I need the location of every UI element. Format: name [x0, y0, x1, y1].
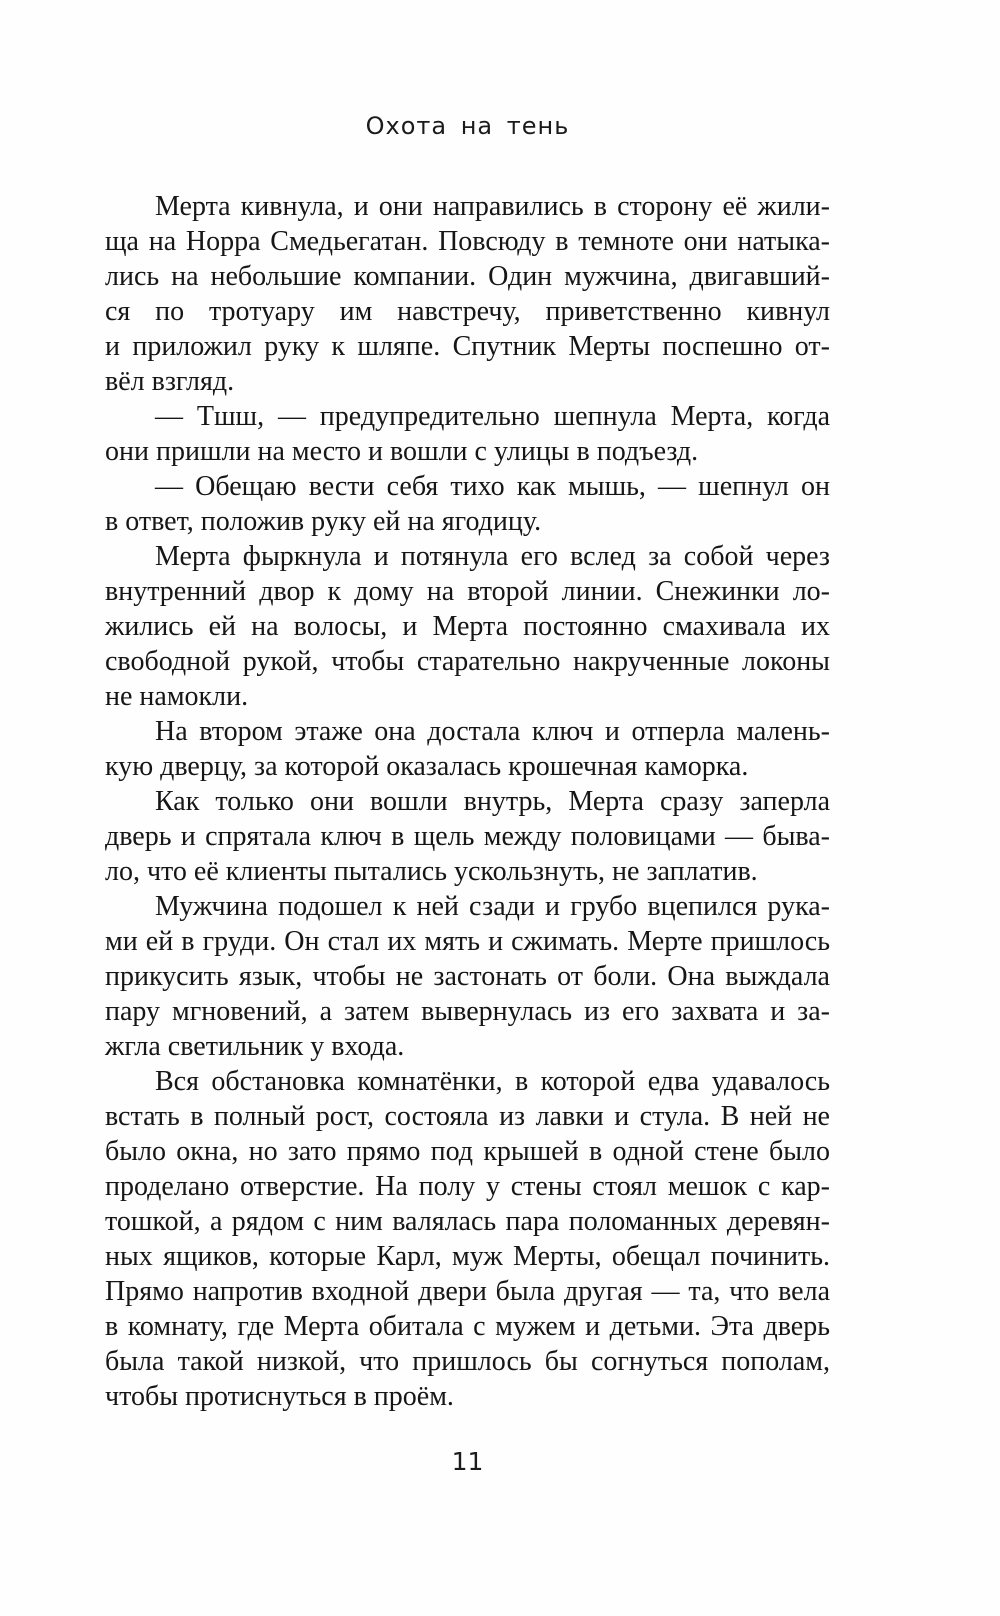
text-line: проделано отверстие. На полу у стены стоял мешок с кар- [105, 1171, 830, 1202]
text-line: в ответ, положив руку ей на ягодицу. [105, 506, 542, 537]
text-line: была такой низкой, что пришлось бы согнуться пополам, [105, 1346, 830, 1377]
text-line: — Обещаю вести себя тихо как мышь, — шепнул он [155, 471, 830, 502]
paragraph [105, 399, 830, 469]
paragraph [105, 1064, 830, 1414]
running-header: Охота на тень [365, 112, 570, 140]
text-line: — Тшш, — предупредительно шепнула Мерта, когда [155, 401, 830, 432]
text-line: дверь и спрятала ключ в щель между половицами — быва- [105, 821, 830, 852]
paragraph [105, 539, 830, 714]
text-line: Мерта кивнула, и они направились в сторону её жили- [155, 191, 830, 222]
text-line: ся по тротуару им навстречу, приветственно кивнул [105, 296, 830, 327]
paragraph [105, 189, 830, 399]
paragraph [105, 469, 830, 539]
text-line: встать в полный рост, состояла из лавки и стула. В ней не [105, 1101, 830, 1132]
text-line: тошкой, а рядом с ним валялась пара поломанных деревян- [105, 1206, 830, 1237]
text-line: в комнату, где Мерта обитала с мужем и детьми. Эта дверь [105, 1311, 830, 1342]
text-line: жгла светильник у входа. [105, 1031, 405, 1062]
text-line: Как только они вошли внутрь, Мерта сразу заперла [155, 786, 830, 817]
text-line: ща на Норра Смедьегатан. Повсюду в темноте они натыка- [105, 226, 830, 257]
text-line: Мерта фыркнула и потянула его вслед за собой через [155, 541, 830, 572]
text-line: Мужчина подошел к ней сзади и грубо вцепился рука- [155, 891, 830, 922]
page-number: 11 [451, 1447, 484, 1476]
text-line: прикусить язык, чтобы не застонать от боли. Она выждала [105, 961, 830, 992]
text-line: ми ей в груди. Он стал их мять и сжимать. Мерте пришлось [105, 926, 830, 957]
text-line: чтобы протиснуться в проём. [105, 1381, 454, 1412]
text-line: Вся обстановка комнатёнки, в которой едва удавалось [155, 1066, 830, 1097]
text-line: пару мгновений, а затем вывернулась из его захвата и за- [105, 996, 830, 1027]
paragraph [105, 889, 830, 1064]
paragraph [105, 714, 830, 784]
text-line: ло, что её клиенты пытались ускользнуть, не заплатив. [105, 856, 758, 887]
text-line: внутренний двор к дому на второй линии. Снежинки ло- [105, 576, 830, 607]
text-line: Прямо напротив входной двери была другая — та, что вела [105, 1276, 830, 1307]
page-text [105, 189, 830, 1414]
text-line: вёл взгляд. [105, 366, 235, 397]
text-line: не намокли. [105, 681, 249, 712]
text-line: жились ей на волосы, и Мерта постоянно смахивала их [105, 611, 830, 642]
text-line: На втором этаже она достала ключ и отперла малень- [155, 716, 830, 747]
text-line: они пришли на место и вошли с улицы в подъезд. [105, 436, 699, 467]
text-line: и приложил руку к шляпе. Спутник Мерты поспешно от- [105, 331, 830, 362]
paragraph [105, 784, 830, 889]
text-line: свободной рукой, чтобы старательно накрученные локоны [105, 646, 830, 677]
text-line: кую дверцу, за которой оказалась крошечная каморка. [105, 751, 749, 782]
text-line: лись на небольшие компании. Один мужчина, двигавший- [105, 261, 830, 292]
text-line: ных ящиков, которые Карл, муж Мерты, обещал починить. [105, 1241, 830, 1272]
text-line: было окна, но зато прямо под крышей в одной стене было [105, 1136, 830, 1167]
